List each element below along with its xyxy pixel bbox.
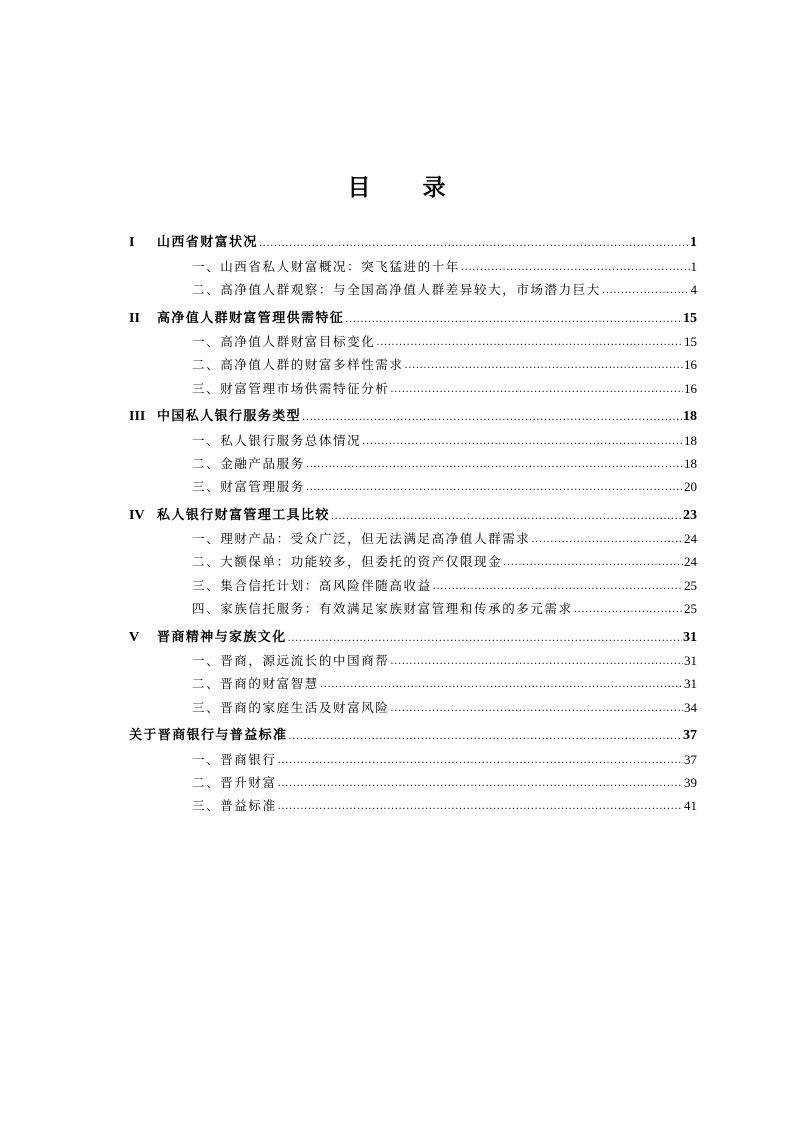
dot-leader bbox=[306, 475, 683, 498]
dot-leader bbox=[288, 724, 682, 747]
subsection-title: 三、财富管理服务 bbox=[192, 479, 305, 495]
dot-leader bbox=[376, 330, 683, 353]
subsection-page-number: 37 bbox=[684, 751, 697, 767]
dot-leader bbox=[278, 748, 683, 771]
chapter-number: III bbox=[129, 409, 146, 425]
chapter-title: 关于晋商银行与普益标准 bbox=[129, 728, 288, 744]
table-of-contents bbox=[129, 231, 697, 817]
chapter-page-number: 37 bbox=[683, 728, 697, 744]
dot-leader bbox=[405, 353, 683, 376]
dot-leader bbox=[320, 672, 683, 695]
dot-leader bbox=[433, 574, 683, 597]
subsection-page-number: 31 bbox=[684, 676, 697, 692]
subsection-page-number: 24 bbox=[684, 554, 697, 570]
toc-section bbox=[129, 503, 697, 620]
toc-chapter-entry[interactable] bbox=[129, 625, 697, 648]
subsection-page-number: 16 bbox=[684, 357, 697, 373]
toc-section bbox=[129, 306, 697, 400]
dot-leader bbox=[461, 255, 690, 278]
dot-leader bbox=[288, 626, 682, 649]
subsection-page-number: 34 bbox=[684, 699, 697, 715]
subsection-title: 二、大额保单：功能较多，但委托的资产仅限现金 bbox=[192, 554, 503, 570]
page-title: 目 录 bbox=[347, 175, 468, 201]
chapter-title: 私人银行财富管理工具比较 bbox=[157, 507, 330, 523]
subsection-title: 二、晋升财富 bbox=[192, 774, 277, 790]
subsection-title: 三、集合信托计划：高风险伴随高收益 bbox=[192, 577, 432, 593]
toc-subsection-entry[interactable] bbox=[129, 376, 697, 399]
chapter-title: 高净值人群财富管理供需特征 bbox=[157, 310, 345, 326]
dot-leader bbox=[390, 696, 683, 719]
subsection-page-number: 39 bbox=[684, 774, 697, 790]
toc-chapter-entry[interactable] bbox=[129, 405, 697, 428]
subsection-title: 二、晋商的财富智慧 bbox=[192, 676, 319, 692]
toc-subsection-entry[interactable] bbox=[129, 428, 697, 451]
dot-leader bbox=[503, 550, 683, 573]
chapter-title: 中国私人银行服务类型 bbox=[157, 409, 302, 425]
toc-chapter-entry[interactable] bbox=[129, 231, 697, 254]
subsection-title: 三、晋商的家庭生活及财富风险 bbox=[192, 699, 390, 715]
dot-leader bbox=[278, 771, 683, 794]
dot-leader bbox=[390, 649, 683, 672]
dot-leader bbox=[390, 377, 683, 400]
toc-subsection-entry[interactable] bbox=[129, 649, 697, 672]
subsection-page-number: 18 bbox=[684, 455, 697, 471]
toc-subsection-entry[interactable] bbox=[129, 573, 697, 596]
subsection-title: 二、高净值人群观察：与全国高净值人群差异较大，市场潜力巨大 bbox=[192, 282, 601, 298]
toc-subsection-entry[interactable] bbox=[129, 254, 697, 277]
toc-subsection-entry[interactable] bbox=[129, 597, 697, 620]
toc-subsection-entry[interactable] bbox=[129, 672, 697, 695]
dot-leader bbox=[331, 504, 682, 527]
toc-subsection-entry[interactable] bbox=[129, 794, 697, 817]
toc-chapter-entry[interactable] bbox=[129, 724, 697, 747]
subsection-page-number: 20 bbox=[684, 479, 697, 495]
toc-section bbox=[129, 625, 697, 719]
subsection-title: 四、家族信托服务：有效满足家族财富管理和传承的多元需求 bbox=[192, 601, 573, 617]
subsection-title: 二、高净值人群的财富多样性需求 bbox=[192, 357, 404, 373]
toc-subsection-entry[interactable] bbox=[129, 353, 697, 376]
subsection-page-number: 18 bbox=[684, 432, 697, 448]
dot-leader bbox=[259, 231, 689, 254]
dot-leader bbox=[278, 794, 683, 817]
subsection-page-number: 4 bbox=[690, 282, 697, 298]
subsection-page-number: 15 bbox=[684, 333, 697, 349]
toc-subsection-entry[interactable] bbox=[129, 452, 697, 475]
toc-subsection-entry[interactable] bbox=[129, 475, 697, 498]
dot-leader bbox=[602, 278, 690, 301]
subsection-title: 一、私人银行服务总体情况 bbox=[192, 432, 362, 448]
subsection-page-number: 1 bbox=[690, 258, 697, 274]
dot-leader bbox=[362, 429, 683, 452]
chapter-title: 山西省财富状况 bbox=[157, 235, 258, 251]
toc-subsection-entry[interactable] bbox=[129, 747, 697, 770]
subsection-page-number: 31 bbox=[684, 653, 697, 669]
dot-leader bbox=[345, 307, 682, 330]
toc-section bbox=[129, 231, 697, 301]
toc-subsection-entry[interactable] bbox=[129, 527, 697, 550]
chapter-number: I bbox=[129, 235, 135, 251]
subsection-title: 二、金融产品服务 bbox=[192, 455, 305, 471]
dot-leader bbox=[306, 452, 683, 475]
subsection-page-number: 25 bbox=[684, 577, 697, 593]
subsection-page-number: 16 bbox=[684, 380, 697, 396]
toc-subsection-entry[interactable] bbox=[129, 278, 697, 301]
subsection-title: 一、晋商银行 bbox=[192, 751, 277, 767]
chapter-page-number: 31 bbox=[683, 629, 697, 645]
toc-subsection-entry[interactable] bbox=[129, 330, 697, 353]
subsection-title: 一、晋商，源远流长的中国商帮 bbox=[192, 653, 390, 669]
toc-subsection-entry[interactable] bbox=[129, 771, 697, 794]
subsection-title: 三、财富管理市场供需特征分析 bbox=[192, 380, 390, 396]
chapter-number: IV bbox=[129, 507, 145, 523]
toc-chapter-entry[interactable] bbox=[129, 503, 697, 526]
chapter-page-number: 15 bbox=[683, 310, 697, 326]
subsection-title: 一、高净值人群财富目标变化 bbox=[192, 333, 376, 349]
toc-section bbox=[129, 724, 697, 818]
subsection-page-number: 25 bbox=[684, 601, 697, 617]
chapter-number: V bbox=[129, 629, 140, 645]
toc-subsection-entry[interactable] bbox=[129, 695, 697, 718]
subsection-title: 三、普益标准 bbox=[192, 798, 277, 814]
chapter-page-number: 18 bbox=[683, 409, 697, 425]
subsection-title: 一、山西省私人财富概况：突飞猛进的十年 bbox=[192, 258, 460, 274]
chapter-page-number: 1 bbox=[690, 235, 697, 251]
dot-leader bbox=[302, 405, 682, 428]
dot-leader bbox=[531, 527, 683, 550]
subsection-title: 一、理财产品：受众广泛，但无法满足高净值人群需求 bbox=[192, 531, 531, 547]
chapter-number: II bbox=[129, 310, 140, 326]
subsection-page-number: 24 bbox=[684, 531, 697, 547]
chapter-title: 晋商精神与家族文化 bbox=[157, 629, 287, 645]
toc-section bbox=[129, 405, 697, 499]
subsection-page-number: 41 bbox=[684, 798, 697, 814]
dot-leader bbox=[574, 597, 683, 620]
chapter-page-number: 23 bbox=[683, 507, 697, 523]
toc-chapter-entry[interactable] bbox=[129, 306, 697, 329]
toc-subsection-entry[interactable] bbox=[129, 550, 697, 573]
